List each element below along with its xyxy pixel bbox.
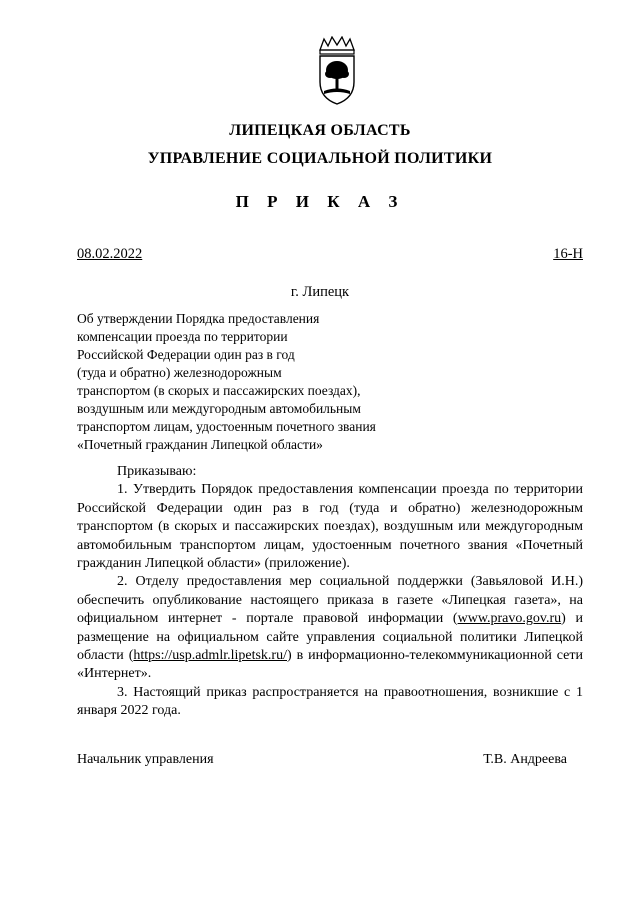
subject-line: воздушным или междугородным автомобильным bbox=[77, 401, 361, 416]
subject-line: (туда и обратно) железнодорожным bbox=[77, 365, 282, 380]
order-item-2: 2. Отделу предоставления мер социальной поддержки (Завьяловой И.Н.) обеспечить опубликование настоящего приказа в газете «Липецкая газета», на официальном интернет - портале правовой информации (www.pravo.gov.ru) и размещение на официальном сайте управления социальной политики Липецкой области (https://usp.admlr.lipetsk.ru/) в информационно-телекоммуникационной сети «Интернет». bbox=[77, 574, 583, 682]
order-intro: Приказываю: bbox=[117, 464, 197, 479]
pravo-gov-link[interactable]: www.pravo.gov.ru bbox=[457, 611, 562, 627]
order-item-1: 1. Утвердить Порядок предоставления компенсации проезда по территории Российской Федерации один раз в год (туда и обратно) железнодорожным транспортом (в скорых и пассажирских поездах), воздушным или междугородным автомобильным транспортом лицам, удостоенным почетного звания «Почетный гражданин Липецкой области» (приложение). bbox=[77, 482, 583, 572]
document-body bbox=[77, 463, 583, 721]
document-subject bbox=[77, 310, 437, 454]
subject-line: Российской Федерации один раз в год bbox=[77, 347, 295, 362]
document-date: 08.02.2022 bbox=[77, 246, 143, 262]
subject-line: транспортом лицам, удостоенным почетного звания bbox=[77, 419, 376, 434]
coat-of-arms-emblem bbox=[316, 36, 358, 106]
document-city: г. Липецк bbox=[290, 284, 350, 300]
signatory-name: Т.В. Андреева bbox=[483, 752, 567, 767]
signatory-title: Начальник управления bbox=[77, 752, 214, 767]
usp-site-link[interactable]: https://usp.admlr.lipetsk.ru/ bbox=[133, 648, 287, 664]
subject-line: компенсации проезда по территории bbox=[77, 329, 288, 344]
department-heading: УПРАВЛЕНИЕ СОЦИАЛЬНОЙ ПОЛИТИКИ bbox=[147, 150, 493, 167]
subject-line: «Почетный гражданин Липецкой области» bbox=[77, 437, 323, 452]
document-type-heading: П Р И К А З bbox=[235, 192, 405, 211]
order-item-3: 3. Настоящий приказ распространяется на правоотношения, возникшие с 1 января 2022 года. bbox=[77, 684, 583, 719]
subject-line: Об утверждении Порядка предоставления bbox=[77, 311, 320, 326]
document-number: 16-Н bbox=[553, 246, 583, 262]
subject-line: транспортом (в скорых и пассажирских поездах), bbox=[77, 383, 361, 398]
region-heading: ЛИПЕЦКАЯ ОБЛАСТЬ bbox=[229, 122, 411, 139]
